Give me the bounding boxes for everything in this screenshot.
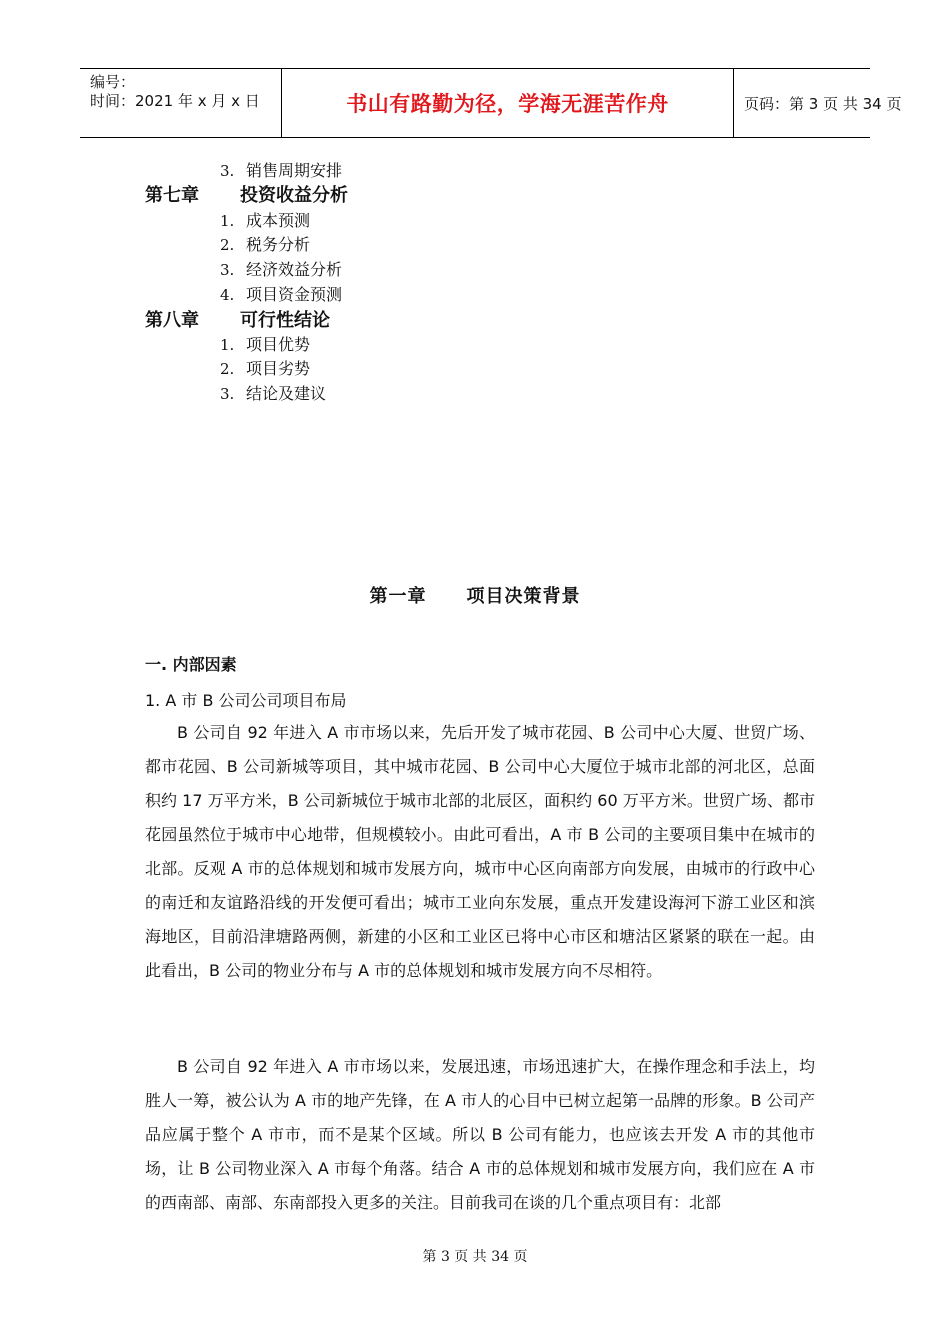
toc-item-number: 2. — [220, 360, 235, 378]
toc-chapter — [145, 183, 348, 209]
toc-item — [220, 233, 310, 257]
chapter-title: 项目决策背景 — [466, 586, 581, 607]
toc-chapter-title: 投资收益分析 — [240, 185, 348, 206]
toc-item — [220, 283, 342, 307]
toc-chapter-title: 可行性结论 — [240, 310, 330, 331]
toc-item-text: 销售周期安排 — [246, 161, 343, 180]
toc-item-number: 1. — [220, 212, 235, 230]
toc-item-number: 1. — [220, 336, 235, 354]
toc-item — [220, 382, 326, 406]
toc-item — [220, 159, 342, 183]
header-page-info: 页码：第 3 页 共 34 页 — [744, 94, 902, 113]
toc-item-number: 3. — [220, 261, 235, 279]
header-meta — [80, 69, 282, 137]
toc-item-number: 3. — [220, 162, 235, 180]
toc-item — [220, 333, 310, 357]
toc-item-number: 2. — [220, 236, 235, 254]
subsection-heading: 1. A 市 B 公司公司项目布局 — [145, 691, 347, 710]
toc-item — [220, 357, 310, 381]
header-motto: 书山有路勤为径，学海无涯苦作舟 — [282, 69, 734, 137]
time-label: 时间：2021 年 x 月 x 日 — [90, 92, 260, 110]
toc-item-number: 3. — [220, 385, 235, 403]
page-header — [80, 68, 902, 138]
toc-item-text: 结论及建议 — [246, 384, 327, 403]
toc-item-text: 经济效益分析 — [246, 260, 343, 279]
chapter-heading — [0, 582, 950, 608]
toc-item-text: 成本预测 — [246, 211, 311, 230]
toc-chapter-label: 第七章 — [145, 185, 199, 206]
toc-item — [220, 209, 310, 233]
toc-item-text: 项目劣势 — [246, 359, 311, 378]
body-paragraph: B 公司自 92 年进入 A 市市场以来，发展迅速，市场迅速扩大，在操作理念和手法上，均胜人一筹，被公认为 A 市的地产先锋，在 A 市人的心目中已树立起第一品牌的形象。B 公司产品应属于整个 A 市市，而不是某个区域。所以 B 公司有能力，也应该去开发 A 市的其他市场，让 B 公司物业深入 A 市每个角落。结合 A 市的总体规划和城市发展方向，我们应在 A 市的西南部、南部、东南部投入更多的关注。目前我司在谈的几个重点项目有：北部 — [145, 1057, 815, 1212]
toc-item-number: 4. — [220, 286, 235, 304]
toc-chapter — [145, 308, 330, 334]
section-heading: 一. 内部因素 — [145, 655, 237, 674]
toc-item-text: 项目资金预测 — [246, 285, 343, 304]
page-footer: 第 3 页 共 34 页 — [422, 1249, 528, 1265]
toc-item — [220, 258, 342, 282]
toc-chapter-label: 第八章 — [145, 310, 199, 331]
toc-item-text: 项目优势 — [246, 335, 311, 354]
toc-item-text: 税务分析 — [246, 235, 311, 254]
body-paragraph: B 公司自 92 年进入 A 市市场以来，先后开发了城市花园、B 公司中心大厦、世贸广场、都市花园、B 公司新城等项目，其中城市花园、B 公司中心大厦位于城市北部的河北区，总面积约 17 万平方米，B 公司新城位于城市北部的北辰区，面积约 60 万平方米。世贸广场、都市花园虽然位于城市中心地带，但规模较小。由此可看出，A 市 B 公司的主要项目集中在城市的北部。反观 A 市的总体规划和城市发展方向，城市中心区向南部方向发展，由城市的行政中心的南迁和友谊路沿线的开发便可看出；城市工业向东发展，重点开发建设海河下游工业区和滨海地区，目前沿津塘路两侧，新建的小区和工业区已将中心市区和塘沽区紧紧的联在一起。由此看出，B 公司的物业分布与 A 市的总体规划和城市发展方向不尽相符。 — [145, 723, 815, 980]
chapter-label: 第一章 — [369, 586, 427, 607]
number-label: 编号： — [90, 73, 136, 91]
